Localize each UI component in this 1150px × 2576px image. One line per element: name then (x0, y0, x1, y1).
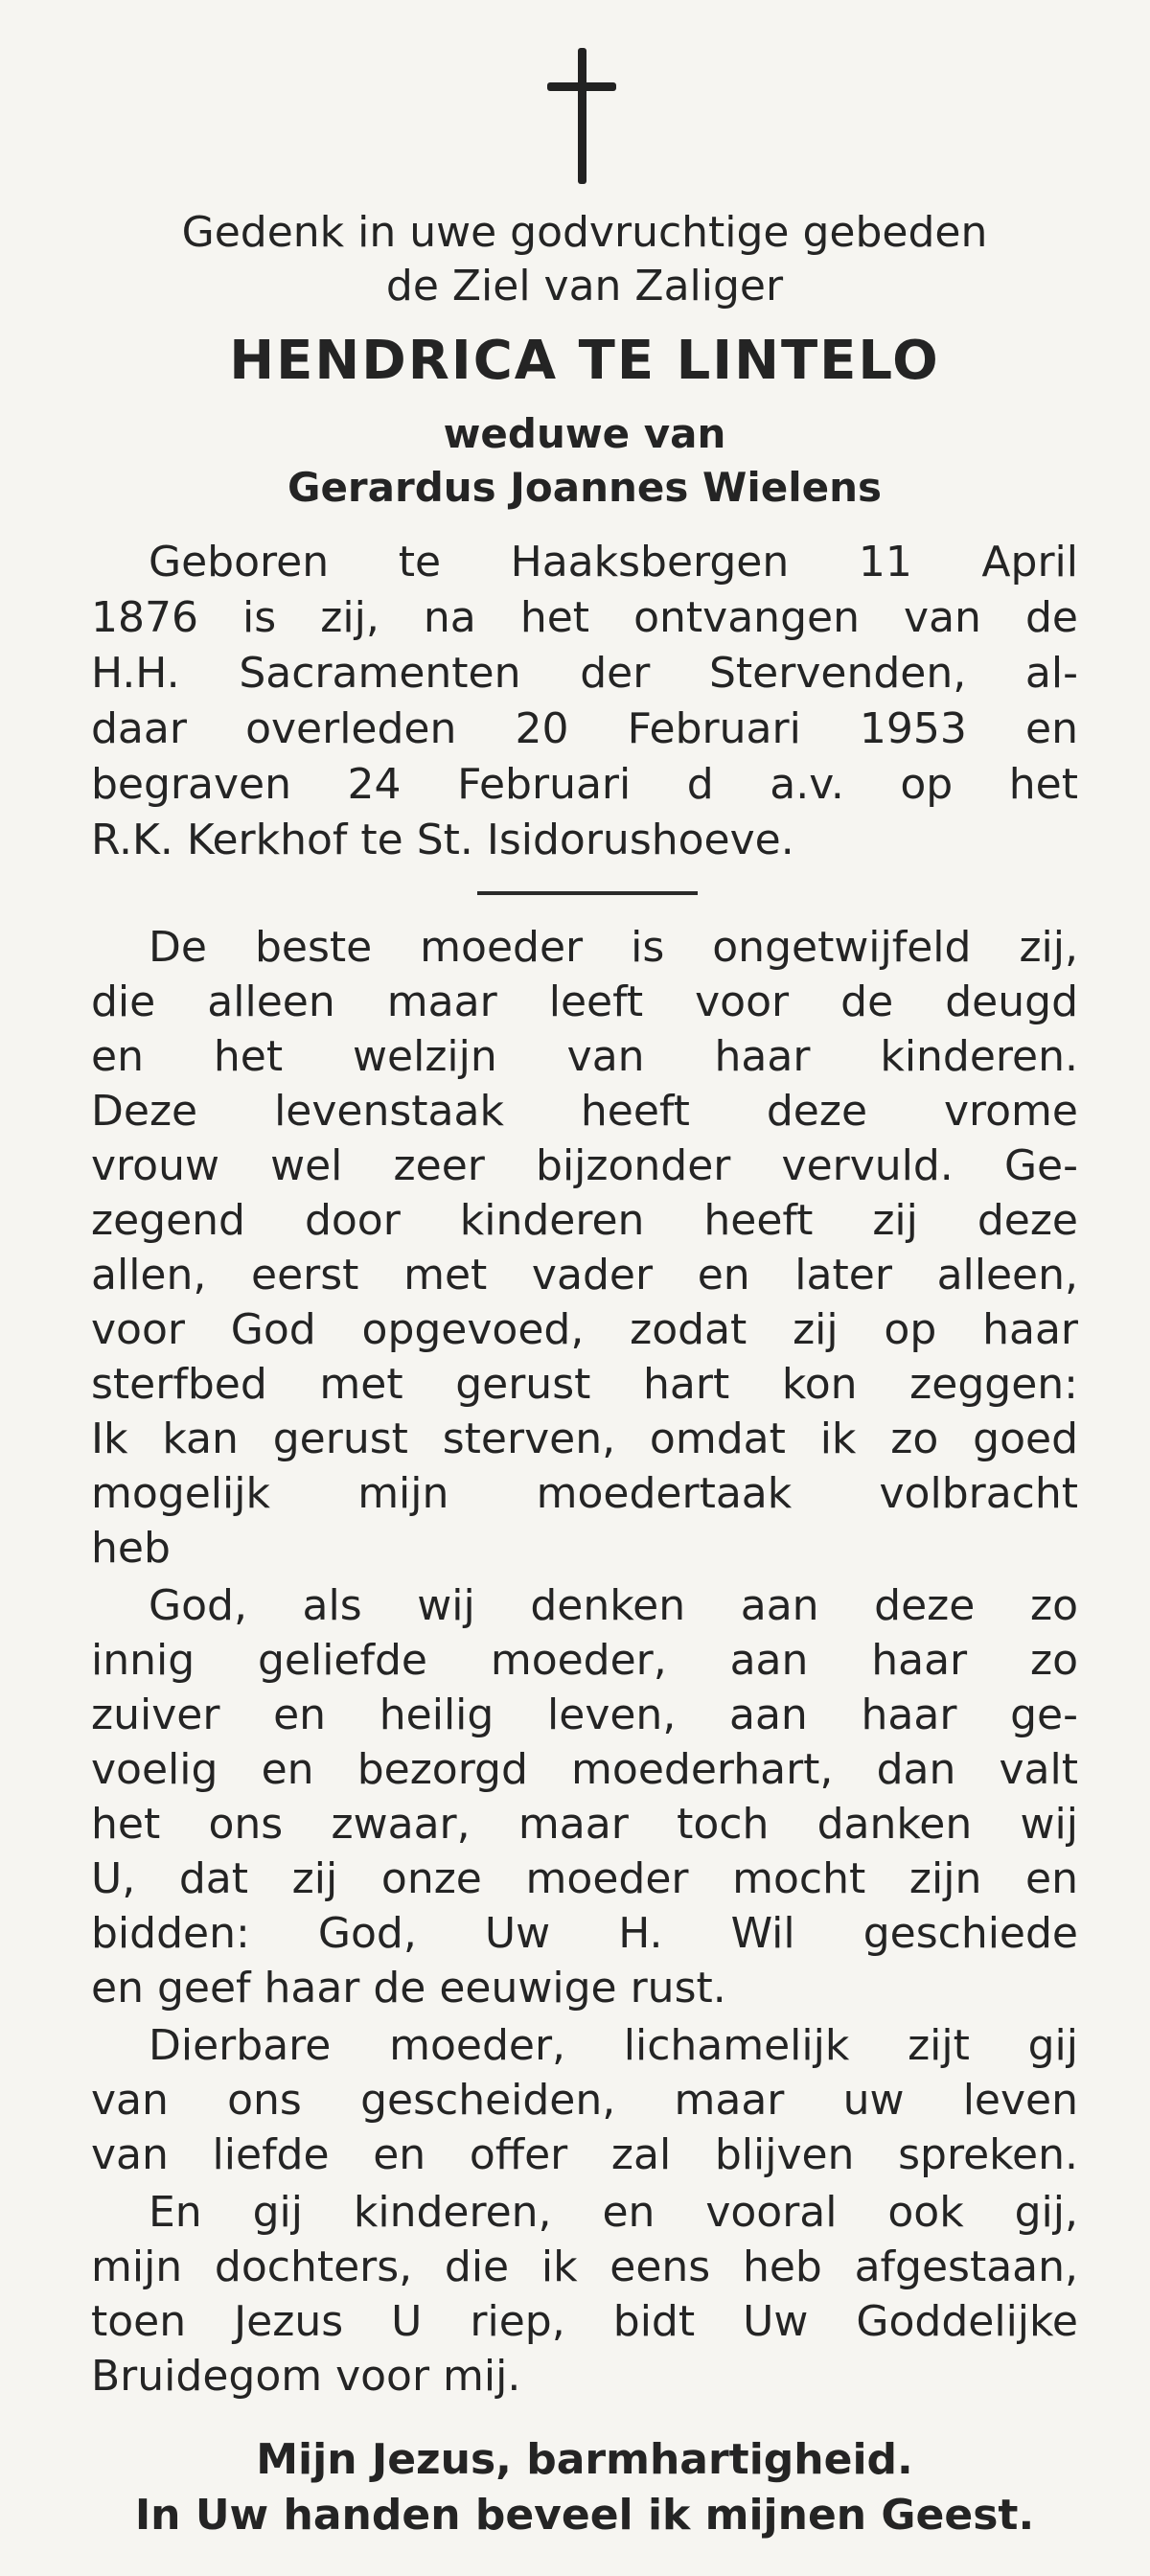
text-line: mijn dochters, die ik eens heb afgestaan, (91, 2242, 1078, 2291)
bio-line: Geboren te Haaksbergen 11 April (149, 538, 1078, 586)
widow-of: weduwe van (443, 410, 726, 457)
text-line: allen, eerst met vader en later alleen, (91, 1251, 1078, 1300)
cross-icon (547, 48, 616, 184)
divider (477, 891, 698, 895)
text-line: Bruidegom voor mij. (91, 2352, 521, 2401)
text-line: U, dat zij onze moeder mocht zijn en (91, 1854, 1078, 1903)
text-line: van liefde en offer zal blijven spreken. (91, 2130, 1078, 2179)
bio-line: H.H. Sacramenten der Stervenden, al- (91, 649, 1078, 698)
text-line: En gij kinderen, en vooral ook gij, (149, 2188, 1078, 2237)
text-line: en het welzijn van haar kinderen. (91, 1032, 1078, 1081)
text-line: mogelijk mijn moedertaak volbracht (91, 1469, 1078, 1518)
text-line: God, als wij denken aan deze zo (149, 1581, 1078, 1630)
text-line: De beste moeder is ongetwijfeld zij, (149, 923, 1078, 972)
deceased-name: HENDRICA TE LINTELO (229, 330, 940, 392)
bio-line: daar overleden 20 Februari 1953 en (91, 704, 1078, 753)
text-line: zegend door kinderen heeft zij deze (91, 1196, 1078, 1245)
text-line: het ons zwaar, maar toch danken wij (91, 1800, 1078, 1849)
text-line: van ons gescheiden, maar uw leven (91, 2076, 1078, 2125)
text-line: sterfbed met gerust hart kon zeggen: (91, 1360, 1078, 1409)
text-line: Ik kan gerust sterven, omdat ik zo goed (91, 1414, 1078, 1463)
text-line: toen Jezus U riep, bidt Uw Goddelijke (91, 2297, 1078, 2346)
text-line: vrouw wel zeer bijzonder vervuld. Ge- (91, 1141, 1078, 1190)
text-line: voelig en bezorgd moederhart, dan valt (91, 1745, 1078, 1794)
text-line: heb (91, 1524, 171, 1573)
spouse-name: Gerardus Joannes Wielens (287, 464, 883, 511)
bio-line: begraven 24 Februari d a.v. op het (91, 760, 1078, 809)
text-line: zuiver en heilig leven, aan haar ge- (91, 1690, 1078, 1739)
text-line: voor God opgevoed, zodat zij op haar (91, 1305, 1078, 1354)
header-line-2: de Ziel van Zaliger (385, 262, 784, 310)
text-line: innig geliefde moeder, aan haar zo (91, 1636, 1078, 1685)
closing-line-1: Mijn Jezus, barmhartigheid. (256, 2435, 913, 2484)
bio-line: 1876 is zij, na het ontvangen van de (91, 593, 1078, 642)
text-line: bidden: God, Uw H. Wil geschiede (91, 1909, 1078, 1958)
header-line-1: Gedenk in uwe godvruchtige gebeden (181, 208, 988, 257)
closing-line-2: In Uw handen beveel ik mijnen Geest. (134, 2491, 1035, 2540)
text-line: Deze levenstaak heeft deze vrome (91, 1087, 1078, 1136)
bio-line: R.K. Kerkhof te St. Isidorushoeve. (91, 816, 794, 864)
text-line: Dierbare moeder, lichamelijk zijt gij (149, 2021, 1078, 2070)
text-line: die alleen maar leeft voor de deugd (91, 978, 1078, 1026)
text-line: en geef haar de eeuwige rust. (91, 1964, 726, 2012)
